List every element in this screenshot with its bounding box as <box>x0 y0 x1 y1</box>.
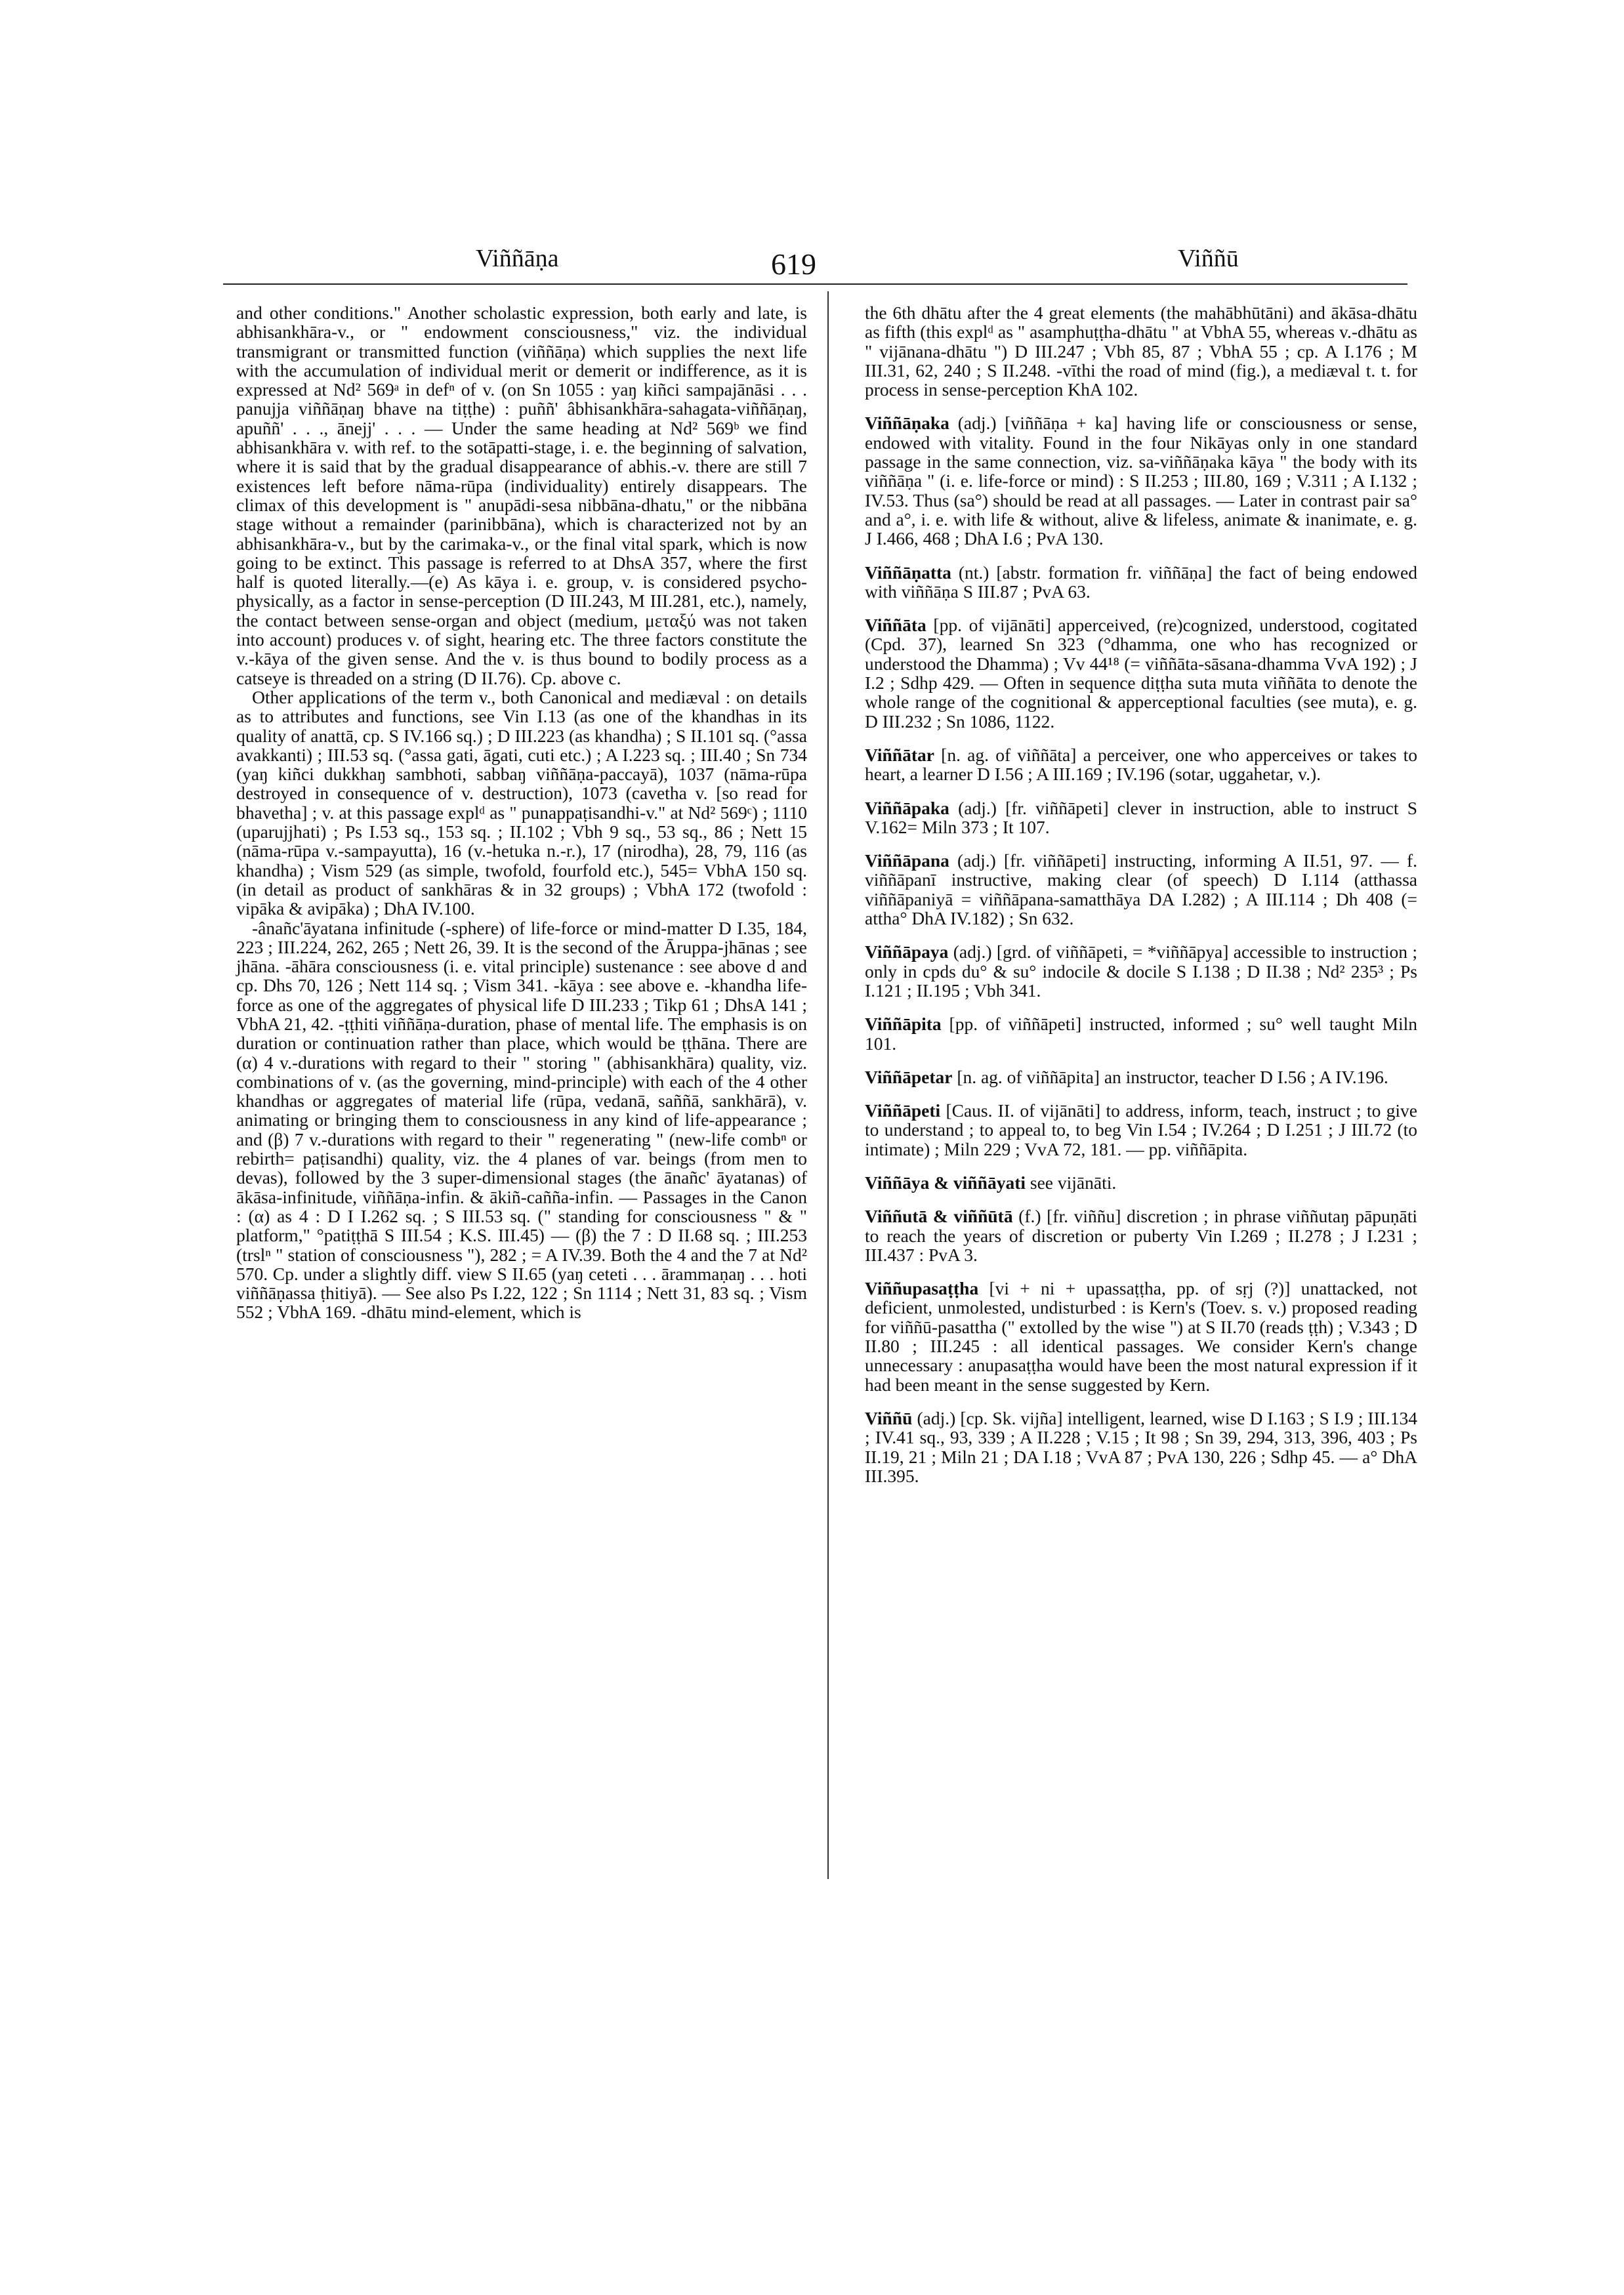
dictionary-entry <box>865 1409 1417 1485</box>
dictionary-entry <box>865 615 1417 731</box>
left-column <box>236 303 807 1322</box>
entry-headword: Viññāya & viññāyati <box>865 1172 1026 1193</box>
entry-text: (adj.) [fr. viññāpeti] clever in instruction, able to instruct S V.162= Miln 373 ; It 107. <box>865 797 1418 837</box>
paragraph: -ânañc'āyatana infinitude (-sphere) of life-force or mind-matter D I.35, 184, 223 ; III.224, 262, 265 ; Nett 26, 39. It is the second of the Āruppa-jhānas ; see jhāna. -āhāra consciousness (i. e. vital principle) sustenance : see above d and cp. Dhs 70, 126 ; Nett 114 sq. ; Vism 341. -kāya : see above e. -khandha life-force as one of the aggregates of physical life D III.233 ; Tikp 61 ; DhsA 141 ; VbhA 21, 42. -ṭṭhiti viññāṇa-duration, phase of mental life. The emphasis is on duration or continuation rather than place, which would be ṭṭhāna. There are (α) 4 v.-durations with regard to their " storing " (abhisankhāra) quality, viz. combinations of v. (as the governing, mind-principle) with each of the 4 other khandhas or aggregates of material life (rūpa, vedanā, saññā, sankhārā), v. animating or bringing them to consciousness in any kind of life-appearance ; and (β) 7 v.-durations with regard to their " regenerating " (new-life combⁿ or rebirth= paṭisandhi) quality, viz. the 4 planes of var. beings (from men to devas), followed by the 3 super-dimensional stages (the ānañc' āyatanas) of ākāsa-infinitude, viññāṇa-infin. & ākiñ-cañña-infin. — Passages in the Canon : (α) as 4 : D I I.262 sq. ; S III.53 sq. (" standing for consciousness " & " platform," °patiṭṭhā S III.54 ; K.S. III.45) — (β) the 7 : D II.68 sq. ; III.253 (trslⁿ " station of consciousness "), 282 ; = A IV.39. Both the 4 and the 7 at Nd² 570. Cp. under a slightly diff. view S II.65 (yaŋ ceteti . . . ārammaṇaŋ . . . hoti viññāṇassa ṭhitiyā). — See also Ps I.22, 122 ; Sn 1114 ; Nett 31, 83 sq. ; Vism 552 ; VbhA 169. -dhātu mind-element, which is <box>236 917 807 1323</box>
dictionary-entry <box>865 1014 1417 1053</box>
continuation-paragraph: the 6th dhātu after the 4 great elements (the mahābhūtāni) and ākāsa-dhātu as fifth (this explᵈ as " asamphuṭṭha-dhātu " at VbhA 55, whereas v.-dhātu as " vijānana-dhātu ") D III.247 ; Vbh 85, 87 ; VbhA 55 ; cp. A I.176 ; M III.31, 62, 240 ; S II.248. -vīthi the road of mind (fig.), a mediæval t. t. for process in sense-perception KhA 102. <box>865 302 1417 400</box>
paragraph: Other applications of the term v., both Canonical and mediæval : on details as to attributes and functions, see Vin I.13 (as one of the khandhas in its quality of anattā, cp. S IV.166 sq.) ; D III.223 (as khandha) ; S II.101 sq. (°assa avakkanti) ; III.53 sq. (°assa gati, āgati, cuti etc.) ; A I.223 sq. ; III.40 ; Sn 734 (yaŋ kiñci dukkhaŋ sambhoti, sabbaŋ viññāṇa-paccayā), 1037 (nāma-rūpa destroyed in consequence of v. destruction), 1073 (cavetha v. [so read for bhavetha] ; v. at this passage explᵈ as " punappaṭisandhi-v." at Nd² 569ᶜ) ; 1110 (uparujjhati) ; Ps I.53 sq., 153 sq. ; II.102 ; Vbh 9 sq., 53 sq., 86 ; Nett 15 (nāma-rūpa v.-sampayutta), 16 (v.-hetuka n.-r.), 17 (nirodha), 28, 79, 116 (as khandha) ; Vism 529 (as simple, twofold, fourfold etc.), 545= VbhA 150 sq. (in detail as product of sankhāras & in 32 groups) ; VbhA 172 (twofold : vipāka & avipāka) ; DhA IV.100. <box>236 686 807 919</box>
dictionary-entry <box>865 1279 1417 1394</box>
right-column <box>865 303 1417 1500</box>
entry-text: (adj.) [viññāṇa + ka] having life or consciousness or sense, endowed with vitality. Found in the four Nikāyas only in one standard passage in the same connection, viz. sa-viññāṇaka kāya " the body with its viññāṇa " (i. e. life-force or mind) : S II.253 ; III.80, 169 ; V.311 ; A I.132 ; IV.53. Thus (sa°) should be read at all passages. — Later in contrast pair sa° and a°, i. e. with life & without, alive & lifeless, animate & inanimate, e. g. J I.466, 468 ; DhA I.6 ; PvA 130. <box>865 413 1417 549</box>
entry-text: (adj.) [grd. of viññāpeti, = *viññāpya] accessible to instruction ; only in cpds du° & su° indocile & docile S I.138 ; D II.38 ; Nd² 235³ ; Ps I.121 ; II.195 ; Vbh 341. <box>865 941 1418 1001</box>
header-rule <box>223 283 1407 285</box>
column-divider <box>827 291 829 1879</box>
entry-headword: Viññū <box>865 1407 913 1428</box>
entry-headword: Viññāpeti <box>865 1100 941 1121</box>
dictionary-entry <box>865 942 1417 1000</box>
entry-text: [Caus. II. of vijānāti] to address, inform, teach, instruct ; to give to understand ; to appeal to, to beg Vin I.54 ; IV.264 ; D I.251 ; J III.72 (to intimate) ; Miln 229 ; VvA 72, 181. — pp. viññāpita. <box>865 1100 1418 1159</box>
entry-headword: Viññātar <box>865 744 934 765</box>
entry-headword: Viññāpaka <box>865 797 949 818</box>
dictionary-entry <box>865 1173 1417 1192</box>
entry-headword: Viññāpita <box>865 1014 942 1035</box>
page-number: 619 <box>771 247 816 281</box>
dictionary-entry <box>865 798 1417 837</box>
entry-text: (adj.) [cp. Sk. vijña] intelligent, learned, wise D I.163 ; S I.9 ; III.134 ; IV.41 sq., 93, 339 ; A II.228 ; V.15 ; It 98 ; Sn 39, 294, 313, 396, 403 ; Ps II.19, 21 ; Miln 21 ; DA I.18 ; VvA 87 ; PvA 130, 226 ; Sdhp 45. — a° DhA III.395. <box>865 1407 1418 1486</box>
entry-text: (f.) [fr. viññu] discretion ; in phrase viññutaŋ pāpuṇāti to reach the years of discretion or puberty Vin I.269 ; II.278 ; J I.231 ; III.437 : PvA 3. <box>865 1206 1418 1265</box>
entry-headword: Viññāṇatta <box>865 562 951 583</box>
dictionary-entry <box>865 1207 1417 1264</box>
dictionary-entry <box>865 563 1417 602</box>
page-header <box>223 244 1407 285</box>
running-head-right: Viññū <box>1178 245 1239 272</box>
dictionary-entry <box>865 1101 1417 1159</box>
entry-text: (adj.) [fr. viññāpeti] instructing, informing A II.51, 97. — f. viññāpanī instructive, making clear (of speech) D I.114 (atthassa viññāpaniyā = viññāpana-samatthāya DA I.282) ; A III.114 ; Dh 408 (= attha° DhA IV.182) ; Sn 632. <box>865 850 1417 929</box>
dictionary-entry <box>865 413 1417 548</box>
entry-text: see vijānāti. <box>1030 1172 1117 1193</box>
entry-headword: Viññāpana <box>865 850 949 871</box>
entry-text: [n. ag. of viññāta] a perceiver, one who apperceives or takes to heart, a learner D I.56 ; A III.169 ; IV.196 (sotar, uggahetar, v.). <box>865 744 1418 785</box>
entry-headword: Viññāpetar <box>865 1066 953 1087</box>
running-head-left: Viññāṇa <box>476 245 559 272</box>
entry-headword: Viññāpaya <box>865 941 949 962</box>
entry-text: (nt.) [abstr. formation fr. viññāṇa] the fact of being endowed with viññāṇa S III.87 ; PvA 63. <box>865 562 1418 602</box>
dictionary-entry <box>865 851 1417 928</box>
paragraph: and other conditions." Another scholastic expression, both early and late, is abhisankhāra-v., or " endowment consciousness," viz. the individual transmigrant or transmitted function (viññāṇa) which supplies the next life with the accumulation of individual merit or demerit or indifference, as it is expressed at Nd² 569ᵃ in defⁿ of v. (on Sn 1055 : yaŋ kiñci sampajānāsi . . . panujja viññāṇaŋ bhave na tiṭṭhe) : puññ' âbhisankhāra-sahagata-viññāṇaŋ, apuññ' . . ., ānejj' . . . — Under the same heading at Nd² 569ᵇ we find abhisankhāra v. with ref. to the sotāpatti-stage, i. e. the beginning of salvation, where it is said that by the gradual disappearance of abhis.-v. there are still 7 existences left before nāma-rūpa (individuality) entirely disappears. The climax of this development is " anupādi-sesa nibbāna-dhatu," or the nibbāna stage without a remainder (parinibbāna), which is characterized not by an abhisankhāra-v., but by the carimaka-v., or the final vital spark, which is now going to be extinct. This passage is referred to at DhsA 357, where the first half is quoted literally.—(e) As kāya i. e. group, v. is considered psycho-physically, as a factor in sense-perception (D III.243, M III.281, etc.), namely, the contact between sense-organ and object (medium, μεταξύ was not taken into account) produces v. of sight, hearing etc. The three factors constitute the v.-kāya of the given sense. And the v. is thus bound to bodily process as a catseye is threaded on a string (D II.76). Cp. above c. <box>236 302 807 688</box>
entry-headword: Viññutā & viññūtā <box>865 1206 1013 1227</box>
dictionary-entry <box>865 1067 1417 1086</box>
entry-text: [pp. of viññāpeti] instructed, informed ; su° well taught Miln 101. <box>865 1014 1418 1054</box>
entry-text: [pp. of vijānāti] apperceived, (re)cognized, understood, cogitated (Cpd. 37), learned Sn 323 (°dhamma, one who has recognized or understood the Dhamma) ; Vv 44¹⁸ (= viññāta-sāsana-dhamma VvA 192) ; J I.2 ; Sdhp 429. — Often in sequence diṭṭha suta muta viññāta to denote the whole range of the cognitional & apperceptional faculties (see muta), e. g. D III.232 ; Sn 1086, 1122. <box>865 615 1417 732</box>
entry-headword: Viññāta <box>865 615 927 636</box>
entry-headword: Viññāṇaka <box>865 413 949 434</box>
dictionary-entry <box>865 745 1417 784</box>
entry-text: [vi + ni + upassaṭṭha, pp. of sṛj (?)] unattacked, not deficient, unmolested, undisturbed : is Kern's (Toev. s. v.) proposed reading for viññū-pasattha (" extolled by the wise ") at S II.70 (reads ṭṭh) ; V.343 ; D II.80 ; III.245 : all identical passages. We consider Kern's change unnecessary : anupasaṭṭha would have been the most natural expression if it had been meant in the sense suggested by Kern. <box>865 1278 1418 1395</box>
entry-text: [n. ag. of viññāpita] an instructor, teacher D I.56 ; A IV.196. <box>957 1066 1388 1087</box>
entry-headword: Viññupasaṭṭha <box>865 1278 979 1299</box>
